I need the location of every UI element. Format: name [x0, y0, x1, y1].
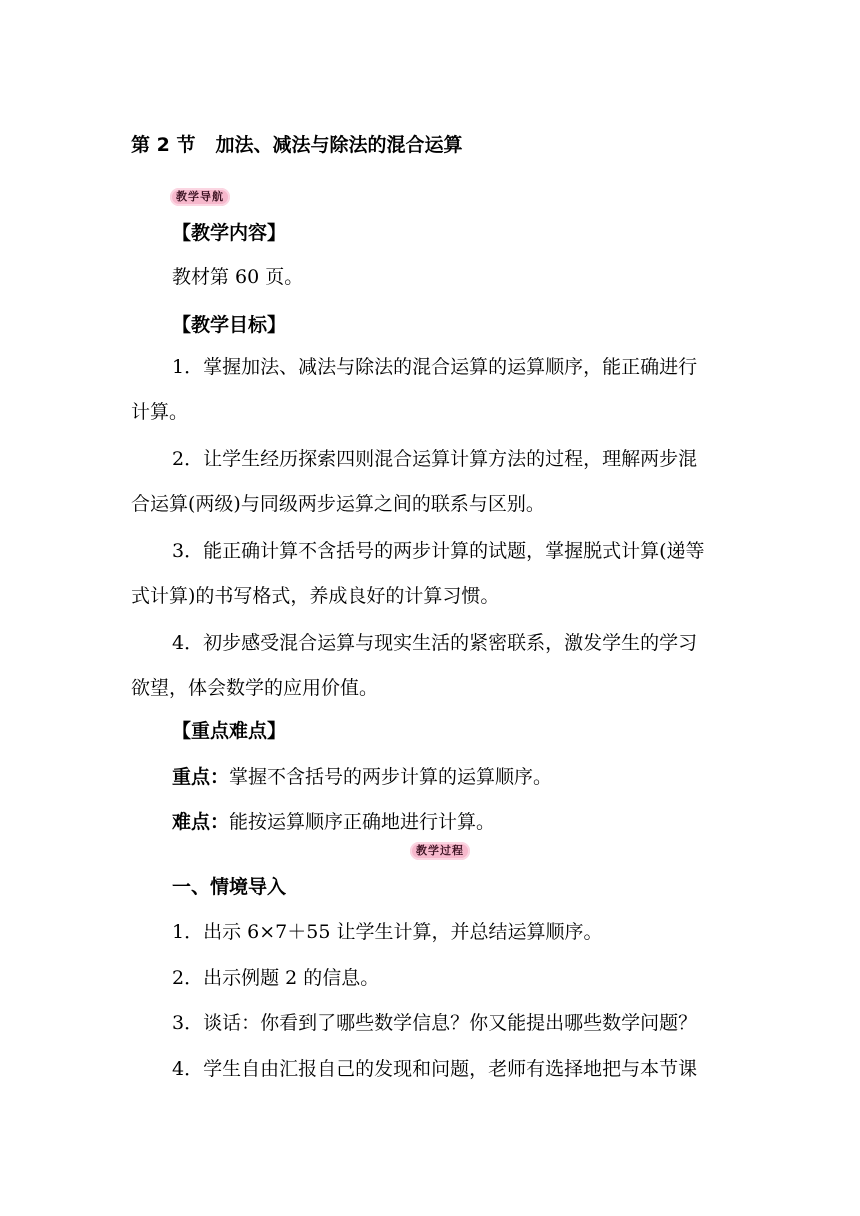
- goal-1-line-1: 1．掌握加法、减法与除法的混合运算的运算顺序，能正确进行: [172, 356, 698, 378]
- process-badge: 教学过程: [410, 842, 470, 860]
- difficulty-line: [172, 810, 740, 834]
- goal-2-line-2: 合运算(两级)与同级两步运算之间的联系与区别。: [131, 493, 545, 515]
- difficulty-label: 难点：: [172, 811, 230, 833]
- intro-item-2: 2．出示例题 2 的信息。: [172, 967, 380, 989]
- section-title: [131, 133, 740, 157]
- difficulty-text: 能按运算顺序正确地进行计算。: [229, 811, 496, 833]
- goal-4-line-1: 4．初步感受混合运算与现实生活的紧密联系，激发学生的学习: [172, 632, 698, 654]
- content-text: 教材第 60 页。: [172, 266, 304, 288]
- section-name: 加法、减法与除法的混合运算: [215, 134, 463, 156]
- intro-item-4: 4．学生自由汇报自己的发现和问题，老师有选择地把与本节课: [172, 1058, 698, 1080]
- goal-3-line-2: 式计算)的书写格式，养成良好的计算习惯。: [131, 585, 500, 607]
- key-point-line: [172, 765, 740, 789]
- content-heading: 【教学内容】: [172, 222, 287, 244]
- key-point-text: 掌握不含括号的两步计算的运算顺序。: [229, 766, 553, 788]
- goal-1-line-2: 计算。: [131, 401, 189, 423]
- nav-badge: 教学导航: [170, 188, 230, 206]
- intro-heading: 一、情境导入: [172, 876, 287, 898]
- goals-heading: 【教学目标】: [172, 314, 287, 336]
- goal-4-line-2: 欲望，体会数学的应用价值。: [131, 677, 379, 699]
- intro-item-1: 1．出示 6×7＋55 让学生计算，并总结运算顺序。: [172, 921, 603, 943]
- key-points-heading: 【重点难点】: [172, 720, 287, 742]
- intro-item-3: 3．谈话：你看到了哪些数学信息？你又能提出哪些数学问题？: [172, 1012, 698, 1034]
- key-point-label: 重点：: [172, 766, 230, 788]
- goal-2-line-1: 2．让学生经历探索四则混合运算计算方法的过程，理解两步混: [172, 448, 698, 470]
- section-number: 第 2 节: [131, 134, 196, 156]
- goal-3-line-1: 3．能正确计算不含括号的两步计算的试题，掌握脱式计算(递等: [172, 540, 705, 562]
